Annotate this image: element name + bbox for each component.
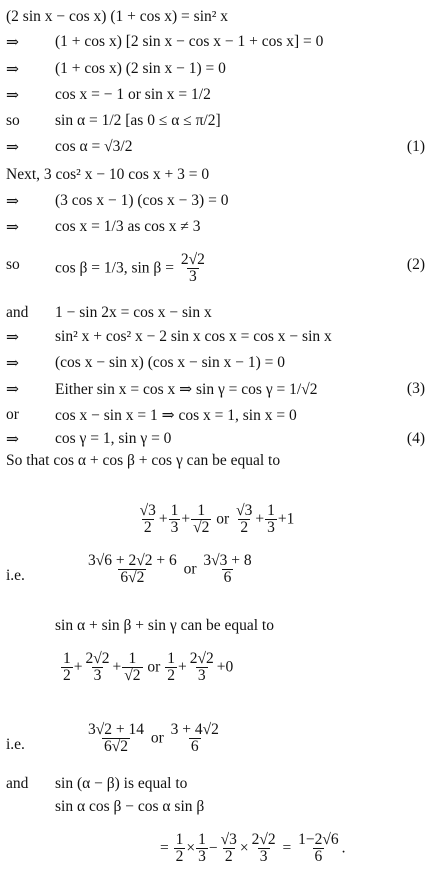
sin-sum-text bbox=[0, 617, 431, 641]
fraction bbox=[86, 553, 179, 587]
ie-body bbox=[85, 722, 222, 756]
line-lead: so bbox=[6, 256, 20, 273]
or-word: or bbox=[212, 510, 234, 528]
fraction-denominator: √2 bbox=[193, 519, 210, 537]
tail-term: +1 bbox=[277, 510, 295, 528]
line-body: cos x − sin x = 1 ⇒ cos x = 1, sin x = 0 bbox=[55, 407, 297, 424]
equation-line bbox=[0, 452, 431, 476]
or-word: or bbox=[147, 729, 168, 747]
times-sign: × bbox=[239, 839, 249, 857]
fraction-numerator: 1 bbox=[267, 502, 275, 519]
equation-line bbox=[0, 33, 431, 57]
plus-sign: + bbox=[158, 510, 168, 528]
line-body: cos x = − 1 or sin x = 1/2 bbox=[55, 86, 211, 103]
equation-line bbox=[0, 112, 431, 136]
or-word: or bbox=[143, 658, 165, 676]
equation-line bbox=[0, 380, 431, 404]
fraction-numerator: 1 bbox=[128, 650, 137, 667]
last-line-2 bbox=[0, 798, 431, 822]
fraction bbox=[250, 832, 278, 866]
line-lead: ⇒ bbox=[6, 431, 19, 448]
equation-line bbox=[0, 218, 431, 242]
fraction bbox=[169, 503, 181, 537]
tail-term: +0 bbox=[216, 658, 234, 676]
fraction-denominator: 2 bbox=[240, 519, 249, 537]
fraction bbox=[84, 651, 112, 685]
fraction bbox=[219, 832, 239, 866]
line-body: sin α = 1/2 [as 0 ≤ α ≤ π/2] bbox=[55, 112, 221, 129]
beta-line bbox=[0, 251, 431, 296]
fraction-numerator: 2√2 bbox=[189, 650, 214, 667]
ie-line-2 bbox=[0, 722, 431, 768]
line-lead: ⇒ bbox=[6, 381, 19, 398]
fraction-denominator: 2 bbox=[224, 848, 233, 866]
fraction-numerator: 3√2 + 14 bbox=[88, 721, 144, 738]
line-body: sin (α − β) is equal to bbox=[55, 775, 188, 792]
fraction-numerator: 3 + 4√2 bbox=[170, 721, 219, 738]
line-lead: So that cos α + cos β + cos γ can be equal to bbox=[6, 452, 281, 469]
fraction-denominator: 6√2 bbox=[103, 738, 128, 756]
fraction-denominator: 6 bbox=[223, 569, 232, 587]
equation-line bbox=[0, 138, 431, 162]
fraction-denominator: 2 bbox=[143, 519, 152, 537]
fraction-numerator: 3√6 + 2√2 + 6 bbox=[88, 552, 177, 569]
fraction bbox=[265, 503, 277, 537]
equation-line bbox=[0, 8, 431, 32]
fraction bbox=[296, 832, 341, 866]
final-body bbox=[160, 832, 346, 866]
fraction-numerator: 1 bbox=[197, 502, 206, 519]
times-sign: × bbox=[186, 839, 196, 857]
line-lead: ⇒ bbox=[6, 139, 19, 156]
equation-number: (2) bbox=[406, 256, 425, 273]
line-lead: or bbox=[6, 406, 19, 423]
line-body bbox=[55, 252, 208, 286]
line-body: sin α + sin β + sin γ can be equal to bbox=[55, 617, 274, 634]
sin-sum-expression bbox=[0, 651, 431, 695]
plus-sign: + bbox=[255, 510, 265, 528]
fraction bbox=[196, 832, 208, 866]
line-lead: ⇒ bbox=[6, 61, 19, 78]
fraction-numerator: 1 bbox=[175, 831, 184, 848]
line-body: (cos x − sin x) (cos x − sin x − 1) = 0 bbox=[55, 354, 285, 371]
ie-label: i.e. bbox=[6, 736, 25, 753]
fraction-numerator: 2√2 bbox=[85, 650, 110, 667]
fraction bbox=[169, 722, 221, 756]
fraction-denominator: 3 bbox=[197, 667, 206, 685]
line-lead: and bbox=[6, 775, 29, 792]
fraction-numerator: √3 bbox=[139, 502, 156, 519]
line-body: cos x = 1/3 as cos x ≠ 3 bbox=[55, 218, 201, 235]
last-line-1 bbox=[0, 775, 431, 799]
fraction bbox=[122, 651, 142, 685]
fraction bbox=[61, 651, 73, 685]
equation-number: (3) bbox=[406, 380, 425, 397]
fraction-numerator: √3 bbox=[236, 502, 253, 519]
line-lead: ⇒ bbox=[6, 193, 19, 210]
fraction bbox=[165, 651, 177, 685]
fraction-denominator: 3 bbox=[259, 848, 268, 866]
line-body: cos γ = 1, sin γ = 0 bbox=[55, 430, 172, 447]
line-lead: so bbox=[6, 112, 20, 129]
fraction-denominator: 2 bbox=[63, 667, 71, 685]
line-body: (1 + cos x) (2 sin x − 1) = 0 bbox=[55, 60, 226, 77]
line-lead: and bbox=[6, 304, 29, 321]
equation-number: (1) bbox=[406, 138, 425, 155]
fraction bbox=[188, 651, 216, 685]
fraction-denominator: 6√2 bbox=[120, 569, 145, 587]
line-lead: ⇒ bbox=[6, 355, 19, 372]
equation-line bbox=[0, 166, 431, 190]
fraction bbox=[86, 722, 146, 756]
fraction-denominator: 6 bbox=[190, 738, 199, 756]
plus-sign: + bbox=[181, 510, 191, 528]
line-body: cos α = √3/2 bbox=[55, 138, 133, 155]
fraction-numerator: 1 bbox=[63, 650, 71, 667]
beta-text: cos β = 1/3, sin β = bbox=[55, 259, 178, 277]
equation-line bbox=[0, 304, 431, 328]
sin-sum-body bbox=[60, 651, 233, 685]
fraction-denominator: 3 bbox=[198, 848, 206, 866]
fraction-numerator: 1 bbox=[167, 650, 175, 667]
equation-line bbox=[0, 406, 431, 430]
line-body: (1 + cos x) [2 sin x − cos x − 1 + cos x] = 0 bbox=[55, 33, 324, 50]
equation-line bbox=[0, 86, 431, 110]
fraction-numerator: 2√2 bbox=[180, 251, 205, 268]
fraction bbox=[201, 553, 253, 587]
fraction-numerator: 2√2 bbox=[251, 831, 276, 848]
line-lead: ⇒ bbox=[6, 34, 19, 51]
fraction-numerator: √3 bbox=[220, 831, 237, 848]
fraction-denominator: 3 bbox=[170, 519, 179, 537]
minus-sign: − bbox=[208, 839, 218, 857]
line-lead: (2 sin x − cos x) (1 + cos x) = sin² x bbox=[6, 8, 229, 25]
cos-sum-expression bbox=[0, 503, 431, 537]
line-body: sin² x + cos² x − 2 sin x cos x = cos x − sin x bbox=[55, 328, 332, 345]
equation-line bbox=[0, 60, 431, 84]
ie-line-1 bbox=[0, 553, 431, 599]
line-body: (3 cos x − 1) (cos x − 3) = 0 bbox=[55, 192, 229, 209]
line-body: sin α cos β − cos α sin β bbox=[55, 798, 205, 815]
line-body: 1 − sin 2x = cos x − sin x bbox=[55, 304, 212, 321]
ie-body bbox=[85, 553, 255, 587]
equation-line bbox=[0, 328, 431, 352]
fraction-numerator: 3√3 + 8 bbox=[203, 552, 252, 569]
fraction-numerator: 1 bbox=[170, 502, 179, 519]
equation-line bbox=[0, 192, 431, 216]
equation-line bbox=[0, 430, 431, 454]
fraction-denominator: 3 bbox=[188, 268, 197, 286]
plus-sign: + bbox=[73, 658, 83, 676]
fraction bbox=[174, 832, 186, 866]
fraction-denominator: 2 bbox=[175, 848, 184, 866]
fraction-denominator: 2 bbox=[167, 667, 175, 685]
fraction-denominator: 3 bbox=[267, 519, 275, 537]
equation-line bbox=[0, 354, 431, 378]
equals-sign: = bbox=[278, 839, 296, 857]
fraction bbox=[234, 503, 254, 537]
or-word: or bbox=[179, 560, 201, 578]
line-lead: ⇒ bbox=[6, 87, 19, 104]
period: . bbox=[341, 839, 346, 857]
fraction-numerator: 1 bbox=[198, 831, 206, 848]
ie-label: i.e. bbox=[6, 567, 25, 584]
plus-sign: + bbox=[112, 658, 122, 676]
fraction bbox=[138, 503, 158, 537]
line-body: Either sin x = cos x ⇒ sin γ = cos γ = 1/√2 bbox=[55, 381, 318, 398]
sin-beta-fraction bbox=[179, 252, 207, 286]
equals-sign: = bbox=[160, 839, 173, 857]
fraction-denominator: 3 bbox=[93, 667, 102, 685]
fraction-denominator: 6 bbox=[314, 848, 323, 866]
line-lead: ⇒ bbox=[6, 329, 19, 346]
fraction-denominator: √2 bbox=[124, 667, 141, 685]
fraction-numerator: 1−2√6 bbox=[298, 831, 339, 848]
line-lead: ⇒ bbox=[6, 219, 19, 236]
fraction bbox=[191, 503, 211, 537]
equation-number: (4) bbox=[406, 430, 425, 447]
plus-sign: + bbox=[177, 658, 187, 676]
line-lead: Next, 3 cos² x − 10 cos x + 3 = 0 bbox=[6, 166, 210, 183]
final-expression bbox=[0, 832, 431, 878]
